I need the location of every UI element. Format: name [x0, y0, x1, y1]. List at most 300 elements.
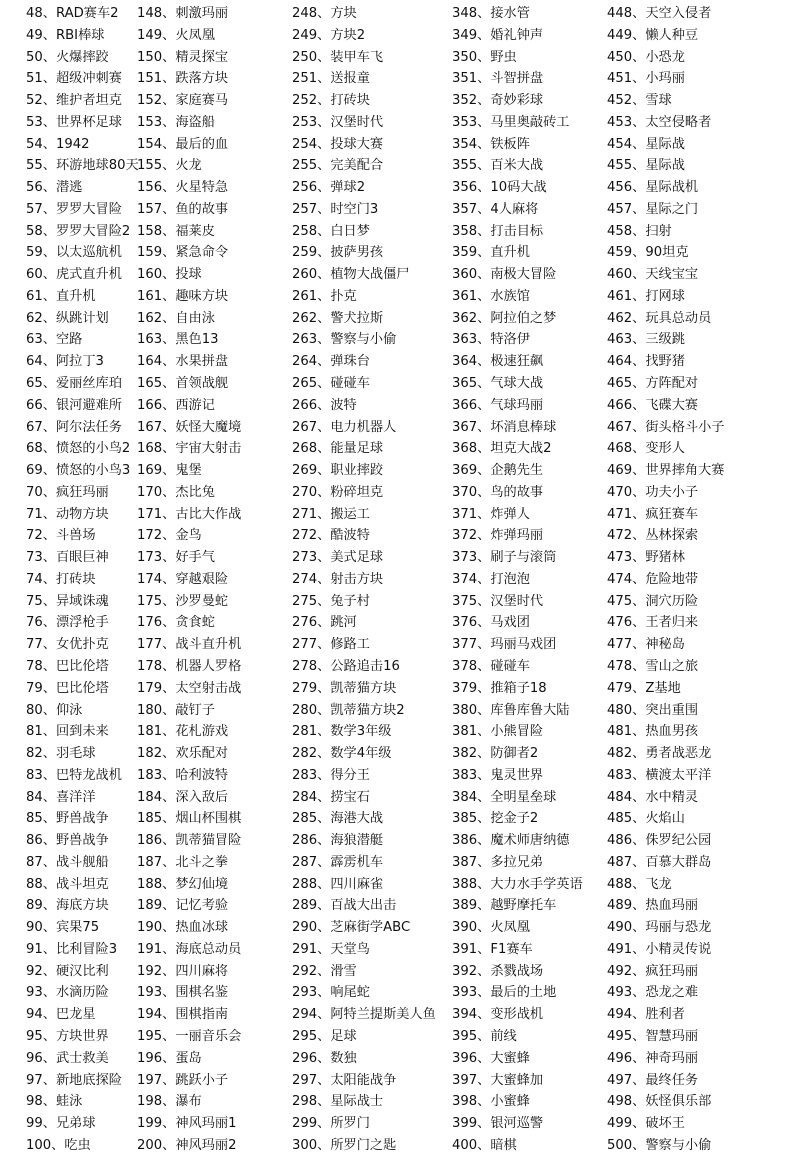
- list-item: [0, 700, 137, 722]
- list-item: [292, 3, 452, 25]
- item-number: 268: [292, 441, 318, 457]
- item-number: 264: [292, 354, 318, 370]
- item-title: 巴特龙战机: [55, 767, 122, 783]
- item-number: 497: [607, 1072, 633, 1088]
- item-number: 359: [452, 245, 478, 261]
- list-item: [607, 1091, 790, 1113]
- item-number: 369: [452, 463, 478, 479]
- item-number: 183: [137, 767, 163, 783]
- list-item: [292, 155, 452, 177]
- list-item: [0, 221, 137, 243]
- item-separator: 、: [317, 158, 331, 174]
- item-number: 454: [607, 136, 633, 152]
- item-separator: 、: [632, 506, 646, 522]
- list-item: [137, 242, 292, 264]
- item-number: 191: [137, 941, 163, 957]
- list-item: [452, 743, 607, 765]
- item-number: 285: [292, 811, 318, 827]
- item-title: 汉堡时代: [330, 114, 384, 130]
- item-number: 80: [26, 702, 43, 718]
- list-item: [292, 90, 452, 112]
- list-item: [0, 68, 137, 90]
- item-title: 纵跳计划: [55, 310, 109, 326]
- item-title: 欢乐配对: [175, 746, 229, 762]
- item-title: 三级跳: [645, 332, 685, 348]
- item-title: 瀑布: [175, 1094, 202, 1110]
- item-title: 空路: [55, 332, 83, 348]
- list-item: [607, 982, 790, 1004]
- item-number: 194: [137, 1007, 163, 1023]
- item-separator: 、: [317, 27, 331, 43]
- item-separator: 、: [42, 702, 56, 718]
- item-title: 王者归来: [645, 615, 699, 631]
- item-number: 484: [607, 789, 633, 805]
- item-title: 沙罗曼蛇: [175, 593, 229, 609]
- list-item: [452, 982, 607, 1004]
- item-title: 危险地带: [645, 571, 699, 587]
- item-separator: 、: [42, 49, 56, 65]
- item-number: 178: [137, 658, 163, 674]
- item-title: 奇妙彩球: [490, 93, 544, 109]
- item-number: 472: [607, 528, 633, 544]
- item-title: 凯蒂猫方块: [330, 680, 397, 696]
- item-title: 西游记: [175, 397, 215, 413]
- item-number: 252: [292, 93, 318, 109]
- item-title: 美式足球: [330, 550, 384, 566]
- list-item: [137, 68, 292, 90]
- item-title: 罗罗大冒险2: [55, 223, 131, 239]
- list-item: [452, 917, 607, 939]
- item-number: 500: [607, 1137, 633, 1153]
- item-number: 295: [292, 1028, 318, 1044]
- item-title: 神风玛丽2: [175, 1137, 237, 1153]
- item-separator: 、: [162, 136, 176, 152]
- item-number: 375: [452, 593, 478, 609]
- item-separator: 、: [162, 658, 176, 674]
- item-separator: 、: [162, 920, 176, 936]
- item-separator: 、: [162, 854, 176, 870]
- item-number: 393: [452, 985, 478, 1001]
- item-title: 胜利者: [645, 1007, 685, 1023]
- item-separator: 、: [632, 593, 646, 609]
- item-title: 兔子村: [330, 593, 370, 609]
- item-separator: 、: [477, 1137, 491, 1153]
- item-number: 150: [137, 49, 163, 65]
- item-number: 73: [26, 550, 43, 566]
- list-item: [292, 1048, 452, 1070]
- item-separator: 、: [632, 376, 646, 392]
- list-item: [607, 678, 790, 700]
- item-separator: 、: [317, 1028, 331, 1044]
- list-item: [292, 569, 452, 591]
- item-number: 475: [607, 593, 633, 609]
- item-number: 348: [452, 6, 478, 21]
- item-number: 398: [452, 1094, 478, 1110]
- list-item: [0, 982, 137, 1004]
- item-separator: 、: [477, 1072, 491, 1088]
- item-separator: 、: [42, 71, 56, 87]
- list-item: [452, 134, 607, 156]
- item-separator: 、: [477, 376, 491, 392]
- item-title: 蛋岛: [175, 1050, 202, 1066]
- item-separator: 、: [477, 746, 491, 762]
- list-item: [0, 656, 137, 678]
- list-item: [607, 1113, 790, 1135]
- item-number: 386: [452, 833, 478, 849]
- item-separator: 、: [42, 963, 56, 979]
- item-separator: 、: [162, 1137, 176, 1153]
- list-item: [452, 634, 607, 656]
- item-title: 企鹅先生: [490, 463, 544, 479]
- item-separator: 、: [477, 854, 491, 870]
- list-item: [292, 939, 452, 961]
- list-item: [0, 830, 137, 852]
- item-number: 179: [137, 680, 163, 696]
- list-item: [452, 547, 607, 569]
- item-number: 169: [137, 463, 163, 479]
- list-item: [607, 787, 790, 809]
- item-number: 168: [137, 441, 163, 457]
- item-number: 390: [452, 920, 478, 936]
- item-number: 200: [137, 1137, 163, 1153]
- item-separator: 、: [477, 724, 491, 740]
- item-number: 284: [292, 789, 318, 805]
- item-title: 海狼潜艇: [330, 833, 384, 849]
- list-item: [0, 961, 137, 983]
- list-item: [452, 765, 607, 787]
- item-number: 452: [607, 93, 633, 109]
- list-item: [292, 47, 452, 69]
- item-separator: 、: [632, 550, 646, 566]
- item-separator: 、: [317, 593, 331, 609]
- list-item: [0, 765, 137, 787]
- item-title: 围棋指南: [175, 1007, 229, 1023]
- item-separator: 、: [317, 310, 331, 326]
- list-item: [0, 612, 137, 634]
- item-title: 阿拉丁3: [55, 354, 104, 370]
- item-title: 星际战: [645, 136, 685, 152]
- item-title: 北斗之拳: [175, 854, 229, 870]
- item-title: 响尾蛇: [330, 985, 370, 1001]
- item-number: 495: [607, 1028, 633, 1044]
- item-number: 248: [292, 6, 318, 21]
- item-title: 愤怒的小鸟2: [55, 441, 131, 457]
- item-number: 361: [452, 288, 478, 304]
- item-title: 星际战士: [330, 1094, 384, 1110]
- list-item: [0, 47, 137, 69]
- item-number: 355: [452, 158, 478, 174]
- item-number: 283: [292, 767, 318, 783]
- item-number: 367: [452, 419, 478, 435]
- item-separator: 、: [162, 441, 176, 457]
- item-separator: 、: [162, 180, 176, 196]
- item-separator: 、: [42, 767, 56, 783]
- item-number: 450: [607, 49, 633, 65]
- list-item: [292, 1091, 452, 1113]
- item-title: 虎式直升机: [55, 267, 122, 283]
- item-separator: 、: [317, 419, 331, 435]
- list-item: [292, 612, 452, 634]
- item-number: 188: [137, 876, 163, 892]
- item-title: 大力水手学英语: [490, 876, 583, 892]
- list-item: [452, 721, 607, 743]
- item-separator: 、: [51, 1137, 65, 1153]
- list-item: [0, 591, 137, 613]
- item-title: 酷波特: [330, 528, 370, 544]
- item-title: 喜洋洋: [55, 789, 96, 805]
- list-item: [137, 482, 292, 504]
- item-title: 深入敌后: [175, 789, 229, 805]
- item-title: 数学3年级: [330, 724, 392, 740]
- list-item: [137, 438, 292, 460]
- item-separator: 、: [632, 811, 646, 827]
- item-title: 神奇玛丽: [645, 1050, 699, 1066]
- item-separator: 、: [42, 789, 56, 805]
- item-number: 61: [26, 288, 43, 304]
- item-separator: 、: [162, 550, 176, 566]
- item-title: 世界摔角大赛: [645, 463, 725, 479]
- item-number: 391: [452, 941, 478, 957]
- list-item: [0, 242, 137, 264]
- list-item: [292, 264, 452, 286]
- item-separator: 、: [632, 158, 646, 174]
- item-number: 190: [137, 920, 163, 936]
- item-number: 250: [292, 49, 318, 65]
- item-number: 300: [292, 1137, 318, 1153]
- item-title: 4人麻将: [490, 201, 539, 217]
- list-item: [137, 417, 292, 439]
- item-separator: 、: [162, 6, 176, 21]
- item-separator: 、: [632, 1028, 646, 1044]
- item-separator: 、: [632, 941, 646, 957]
- item-title: 百战大出击: [330, 898, 397, 914]
- item-number: 54: [26, 136, 43, 152]
- item-title: 玩具总动员: [645, 310, 712, 326]
- item-title: 水滴历险: [55, 985, 109, 1001]
- item-number: 276: [292, 615, 318, 631]
- item-separator: 、: [632, 27, 646, 43]
- item-title: 野虫: [490, 49, 517, 65]
- item-title: 雪山之旅: [645, 658, 699, 674]
- item-separator: 、: [632, 397, 646, 413]
- item-number: 461: [607, 288, 633, 304]
- item-title: 懒人种豆: [645, 27, 699, 43]
- item-title: 愤怒的小鸟3: [55, 463, 131, 479]
- item-title: 全明星垒球: [490, 789, 557, 805]
- item-title: 古比大作战: [175, 506, 242, 522]
- item-number: 392: [452, 963, 478, 979]
- item-number: 156: [137, 180, 163, 196]
- item-number: 86: [26, 833, 43, 849]
- item-title: 打砖块: [55, 571, 96, 587]
- item-number: 65: [26, 376, 43, 392]
- item-separator: 、: [42, 310, 56, 326]
- item-number: 491: [607, 941, 633, 957]
- list-item: [452, 612, 607, 634]
- item-separator: 、: [42, 332, 56, 348]
- item-title: 百米大战: [490, 158, 544, 174]
- item-number: 95: [26, 1028, 43, 1044]
- item-number: 175: [137, 593, 163, 609]
- item-number: 360: [452, 267, 478, 283]
- item-title: 打网球: [645, 288, 685, 304]
- list-item: [452, 264, 607, 286]
- item-separator: 、: [317, 1007, 331, 1023]
- item-separator: 、: [42, 397, 56, 413]
- item-title: 小玛丽: [645, 71, 685, 87]
- item-separator: 、: [632, 93, 646, 109]
- item-separator: 、: [477, 419, 491, 435]
- item-separator: 、: [42, 833, 56, 849]
- item-separator: 、: [477, 593, 491, 609]
- item-separator: 、: [477, 93, 491, 109]
- item-separator: 、: [477, 702, 491, 718]
- list-item: [452, 1026, 607, 1048]
- item-title: 所罗门: [330, 1116, 370, 1132]
- list-item: [452, 874, 607, 896]
- item-separator: 、: [42, 876, 56, 892]
- item-title: 梦幻仙境: [175, 876, 229, 892]
- item-number: 176: [137, 615, 163, 631]
- item-separator: 、: [42, 593, 56, 609]
- item-separator: 、: [477, 245, 491, 261]
- list-item: [607, 634, 790, 656]
- item-separator: 、: [317, 354, 331, 370]
- item-title: 动物方块: [55, 506, 109, 522]
- item-separator: 、: [477, 833, 491, 849]
- item-title: 大蜜蜂加: [490, 1072, 544, 1088]
- list-item: [0, 286, 137, 308]
- list-item: [452, 656, 607, 678]
- item-title: 挖金子2: [490, 811, 539, 827]
- item-separator: 、: [317, 854, 331, 870]
- item-number: 161: [137, 288, 163, 304]
- list-item: [452, 591, 607, 613]
- item-title: 找野猪: [645, 354, 685, 370]
- list-item: [0, 417, 137, 439]
- list-item: [452, 177, 607, 199]
- item-number: 187: [137, 854, 163, 870]
- item-title: 横渡太平洋: [645, 767, 712, 783]
- item-number: 266: [292, 397, 318, 413]
- item-number: 254: [292, 136, 318, 152]
- list-item: [137, 1091, 292, 1113]
- item-number: 482: [607, 746, 633, 762]
- item-number: 165: [137, 376, 163, 392]
- list-item: [0, 1048, 137, 1070]
- item-title: 天线宝宝: [645, 267, 699, 283]
- list-item: [452, 47, 607, 69]
- item-separator: 、: [477, 484, 491, 500]
- item-separator: 、: [317, 724, 331, 740]
- list-item: [0, 787, 137, 809]
- list-item: [607, 721, 790, 743]
- list-item: [0, 199, 137, 221]
- list-item: [0, 264, 137, 286]
- item-title: 吃虫: [64, 1137, 91, 1153]
- item-number: 48: [26, 6, 43, 21]
- list-item: [607, 547, 790, 569]
- item-title: 宾果75: [55, 920, 100, 936]
- item-separator: 、: [632, 223, 646, 239]
- item-separator: 、: [317, 267, 331, 283]
- item-separator: 、: [162, 114, 176, 130]
- item-separator: 、: [632, 1116, 646, 1132]
- item-separator: 、: [317, 898, 331, 914]
- list-item: [607, 3, 790, 25]
- list-item: [292, 1135, 452, 1157]
- item-separator: 、: [42, 376, 56, 392]
- item-title: 记忆考验: [175, 898, 229, 914]
- item-number: 163: [137, 332, 163, 348]
- item-separator: 、: [632, 833, 646, 849]
- item-title: 变形战机: [490, 1007, 544, 1023]
- item-separator: 、: [42, 267, 56, 283]
- item-title: 花札游戏: [175, 724, 229, 740]
- list-item: [452, 808, 607, 830]
- item-number: 477: [607, 637, 633, 653]
- list-item: [607, 612, 790, 634]
- item-separator: 、: [162, 528, 176, 544]
- item-separator: 、: [477, 114, 491, 130]
- item-separator: 、: [477, 71, 491, 87]
- item-number: 280: [292, 702, 318, 718]
- list-item: [452, 308, 607, 330]
- list-item: [0, 1135, 137, 1157]
- item-number: 164: [137, 354, 163, 370]
- list-item: [292, 808, 452, 830]
- item-separator: 、: [477, 6, 491, 21]
- list-item: [452, 395, 607, 417]
- list-item: [0, 177, 137, 199]
- item-number: 259: [292, 245, 318, 261]
- list-item: [0, 25, 137, 47]
- list-item: [137, 939, 292, 961]
- item-separator: 、: [632, 245, 646, 261]
- item-title: 勇者战恶龙: [645, 746, 712, 762]
- item-separator: 、: [162, 833, 176, 849]
- item-number: 88: [26, 876, 43, 892]
- list-item: [292, 917, 452, 939]
- item-number: 263: [292, 332, 318, 348]
- list-item: [452, 199, 607, 221]
- item-title: 极速狂飙: [490, 354, 544, 370]
- list-item: [292, 460, 452, 482]
- item-number: 75: [26, 593, 43, 609]
- item-separator: 、: [477, 463, 491, 479]
- item-number: 262: [292, 310, 318, 326]
- list-item: [607, 373, 790, 395]
- item-number: 81: [26, 724, 43, 740]
- item-number: 377: [452, 637, 478, 653]
- list-item: [607, 1048, 790, 1070]
- item-number: 299: [292, 1116, 318, 1132]
- list-item: [0, 895, 137, 917]
- item-separator: 、: [632, 484, 646, 500]
- item-separator: 、: [477, 310, 491, 326]
- list-item: [137, 982, 292, 1004]
- item-number: 282: [292, 746, 318, 762]
- item-title: 碰碰车: [490, 658, 530, 674]
- item-number: 279: [292, 680, 318, 696]
- list-item: [0, 721, 137, 743]
- item-separator: 、: [42, 637, 56, 653]
- item-title: 跳跃小子: [175, 1072, 229, 1088]
- item-number: 267: [292, 419, 318, 435]
- item-separator: 、: [42, 223, 56, 239]
- item-number: 481: [607, 724, 633, 740]
- list-item: [0, 460, 137, 482]
